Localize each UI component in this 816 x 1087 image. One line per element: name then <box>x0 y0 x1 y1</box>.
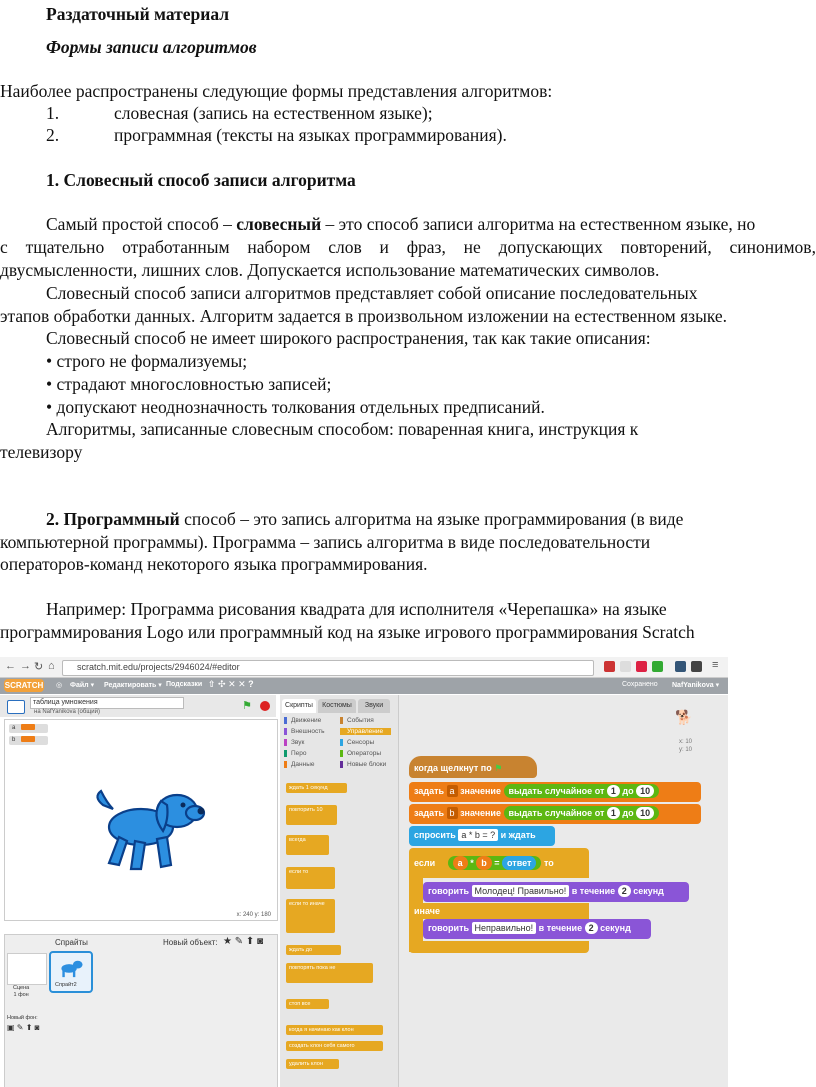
p1-word: тщательно <box>25 237 105 257</box>
number-input[interactable]: 2 <box>618 885 631 897</box>
p1-word: и <box>379 237 389 257</box>
equals-operator[interactable] <box>448 856 542 870</box>
bullet-item: • страдают многословностью записей; <box>46 374 332 394</box>
p1-word: фраз, <box>406 237 446 257</box>
random-reporter[interactable] <box>504 784 660 798</box>
tab-scripts[interactable]: Скрипты <box>282 699 316 713</box>
category-sensing[interactable]: Сенсоры <box>340 739 374 746</box>
variable-value <box>21 724 35 730</box>
paragraph5-line3: операторов-команд некоторого языка программирования. <box>0 554 428 574</box>
project-title-input[interactable]: таблица умножения <box>30 697 184 709</box>
sprite-thumbnail[interactable] <box>49 951 93 993</box>
p1-word: синонимов, <box>729 237 816 257</box>
list-item-1-text: словесная (запись на естественном языке); <box>114 103 433 123</box>
variable-reporter[interactable]: b <box>476 856 492 870</box>
category-pen[interactable]: Перо <box>284 750 307 757</box>
block-label: если <box>414 858 436 868</box>
doc-subtitle: Формы записи алгоритмов <box>46 37 257 57</box>
green-flag-icon: ⚑ <box>494 763 503 773</box>
palette-block[interactable]: если то <box>286 867 335 889</box>
palette-block[interactable]: стоп все <box>286 999 329 1009</box>
mouse-coordinates: x: 240 y: 180 <box>236 912 271 918</box>
block-label: говорить <box>428 886 470 896</box>
intro-text: Наиболее распространены следующие формы представления алгоритмов: <box>0 81 553 101</box>
bullet-text: строго не формализуемы; <box>56 351 248 371</box>
dog-thumbnail-icon <box>53 956 89 980</box>
block-label: говорить <box>428 923 470 933</box>
variable-monitor <box>9 736 48 745</box>
category-looks[interactable]: Внешность <box>284 728 325 735</box>
extension-icon[interactable] <box>675 661 686 672</box>
green-flag-icon[interactable]: ⚑ <box>242 700 252 712</box>
if-else-block[interactable] <box>409 848 589 878</box>
project-author: на NafYanikova (общий) <box>34 709 100 715</box>
menu-edit[interactable]: Редактировать ▾ <box>104 682 162 689</box>
variable-reporter[interactable]: a <box>453 856 468 870</box>
block-label: секунд <box>600 923 631 933</box>
p1-word: повторений, <box>620 237 712 257</box>
block-label: в течение <box>571 886 616 896</box>
palette-block[interactable]: удалить клон <box>286 1059 339 1069</box>
block-label: в течение <box>538 923 583 933</box>
variable-dropdown[interactable]: a <box>447 785 458 797</box>
new-sprite-icons[interactable]: ★ ✎ ⬆ ◙ <box>223 936 264 947</box>
palette-block[interactable]: повторить 10 <box>286 805 337 825</box>
stop-icon[interactable] <box>260 701 270 711</box>
bookmark-star-icon[interactable] <box>620 661 631 672</box>
home-icon[interactable]: ⌂ <box>48 660 55 672</box>
list-item-2-text: программная (тексты на языках программирования). <box>114 125 507 145</box>
category-events[interactable]: События <box>340 717 374 724</box>
p1-word: допускающих <box>498 237 603 257</box>
variable-value <box>21 736 35 742</box>
p1-word: набором <box>247 237 311 257</box>
browser-toolbar <box>0 657 728 678</box>
category-sound[interactable]: Звук <box>284 739 304 746</box>
new-backdrop-label: Новый фон: <box>7 1015 38 1021</box>
palette-block[interactable]: если то иначе <box>286 899 335 933</box>
saved-status: Сохранено <box>622 681 658 688</box>
scratch-screenshot <box>0 657 728 1087</box>
block-label: = <box>494 858 500 868</box>
section1-heading: 1. Словесный способ записи алгоритма <box>46 170 356 190</box>
tab-costumes[interactable]: Костюмы <box>318 699 356 713</box>
block-label: то <box>543 858 554 868</box>
category-control[interactable]: Управление <box>340 728 391 735</box>
block-label: задать <box>414 808 445 818</box>
tool-icons[interactable]: ⇧ ✣ ✕ ✕ ? <box>208 679 254 689</box>
menu-file[interactable]: Файл ▾ <box>70 682 95 689</box>
text-input[interactable]: a * b = ? <box>458 829 498 841</box>
bullet-text: допускают неоднозначность толкования отдельных предписаний. <box>56 397 545 417</box>
bullet-text: страдают многословностью записей; <box>56 374 332 394</box>
extension-icon[interactable] <box>636 661 647 672</box>
category-motion[interactable]: Движение <box>284 717 321 724</box>
number-input[interactable]: 2 <box>585 922 598 934</box>
p1-word: отработанным <box>122 237 230 257</box>
block-label: до <box>622 786 634 796</box>
stage-header <box>0 695 276 717</box>
block-label: задать <box>414 786 445 796</box>
paragraph5-line1 <box>46 508 683 530</box>
category-data[interactable]: Данные <box>284 761 314 768</box>
number-input[interactable]: 1 <box>607 785 620 797</box>
globe-icon[interactable]: ◎ <box>56 682 63 689</box>
variable-monitor <box>9 724 48 733</box>
url-text: scratch.mit.edu/projects/2946024/#editor <box>77 662 240 672</box>
stage-thumbnail[interactable] <box>7 953 47 985</box>
p1-word: слов <box>328 237 362 257</box>
number-input[interactable]: 10 <box>636 785 654 797</box>
extension-icon[interactable] <box>652 661 663 672</box>
answer-reporter[interactable]: ответ <box>502 856 536 870</box>
sprite-x: x: 10 <box>679 739 693 745</box>
p1-word: с <box>0 237 8 257</box>
hat-label: когда щелкнут по <box>414 763 492 773</box>
tab-sounds[interactable]: Звуки <box>358 699 390 713</box>
text-input[interactable]: Неправильно! <box>472 922 537 934</box>
paragraph3: Словесный способ не имеет широкого распространения, так как такие описания: <box>46 328 651 348</box>
sprite-y: y: 10 <box>679 747 693 753</box>
block-label: иначе <box>414 906 440 916</box>
block-label: значение <box>460 786 501 796</box>
p5-bold-term: 2. Программный <box>46 509 180 529</box>
paragraph4-line1: Алгоритмы, записанные словесным способом: поваренная книга, инструкция к <box>46 419 639 439</box>
palette-block[interactable]: повторять пока не <box>286 963 373 983</box>
user-menu[interactable]: NafYanikova ▾ <box>672 682 720 689</box>
palette-block[interactable]: создать клон себя самого <box>286 1041 383 1051</box>
bullet-item: • строго не формализуемы; <box>46 351 248 371</box>
say-wrong-block[interactable] <box>423 919 651 939</box>
paragraph1-line1 <box>46 213 755 235</box>
scripts-area[interactable] <box>399 695 728 1087</box>
block-label: и ждать <box>500 830 536 840</box>
p1-text-b: – это способ записи алгоритма на естественном языке, но <box>321 214 756 234</box>
list-item-2-num: 2. <box>46 125 60 145</box>
back-icon[interactable]: ← <box>5 660 16 672</box>
variable-name: a <box>12 725 16 731</box>
ask-block[interactable] <box>409 826 555 846</box>
set-b-block[interactable] <box>409 804 701 824</box>
stage[interactable] <box>4 719 278 921</box>
dog-sprite-icon[interactable] <box>91 775 207 875</box>
set-a-block[interactable] <box>409 782 701 802</box>
new-object-label: Новый объект: <box>163 938 218 947</box>
p1-bold-term: словесный <box>236 214 322 234</box>
variable-dropdown[interactable]: b <box>447 807 458 819</box>
palette-block[interactable]: всегда <box>286 835 329 855</box>
text-input[interactable]: Молодец! Правильно! <box>472 885 570 897</box>
block-label: секунд <box>633 886 664 896</box>
paragraph1-line2 <box>0 236 816 258</box>
p1-word: не <box>463 237 481 257</box>
if-else-bottom <box>409 941 589 953</box>
p5-text: способ – это запись алгоритма на языке программирования (в виде <box>179 509 684 529</box>
palette-block[interactable]: когда я начинаю как клон <box>286 1025 383 1035</box>
forward-icon[interactable]: → <box>20 660 31 672</box>
else-label-bar <box>409 903 589 919</box>
number-input[interactable]: 10 <box>636 807 654 819</box>
paragraph6-line2: программирования Logo или программный код на языке игрового программирования Scratch <box>0 622 695 642</box>
block-label: выдать случайное от <box>508 786 605 796</box>
block-label: * <box>470 858 474 868</box>
sprite-pane <box>4 934 278 1087</box>
palette-block[interactable]: ждать 1 секунд <box>286 783 347 793</box>
block-palette <box>280 695 399 1087</box>
menu-icon[interactable]: ≡ <box>712 659 719 671</box>
paragraph2-line2: этапов обработки данных. Алгоритм задается в произвольном изложении на естественном языке. <box>0 306 728 326</box>
paragraph1-line3: двусмысленности, лишних слов. Допускается использование математических символов. <box>0 260 660 280</box>
extension-icon[interactable] <box>604 661 615 672</box>
extension-icon[interactable] <box>691 661 702 672</box>
scratch-logo[interactable]: SCRATCH <box>4 681 44 690</box>
variable-name: b <box>12 737 16 743</box>
menu-tips[interactable]: Подсказки <box>166 681 203 688</box>
sprites-label: Спрайты <box>55 938 88 947</box>
new-backdrop-icons[interactable]: ▣ ✎ ⬆ ◙ <box>7 1023 40 1032</box>
reload-icon[interactable]: ↻ <box>34 661 44 673</box>
list-item-1-num: 1. <box>46 103 60 123</box>
fullscreen-icon[interactable] <box>7 700 25 714</box>
paragraph6-line1: Например: Программа рисования квадрата для исполнителя «Черепашка» на языке <box>46 599 667 619</box>
when-flag-clicked-block[interactable] <box>409 756 537 778</box>
category-operators[interactable]: Операторы <box>340 750 381 757</box>
paragraph5-line2: компьютерной программы). Программа – запись алгоритма в виде последовательности <box>0 532 651 552</box>
sprite-preview-icon: 🐕 <box>675 709 693 725</box>
number-input[interactable]: 1 <box>607 807 620 819</box>
random-reporter[interactable] <box>504 806 660 820</box>
bullet-item: • допускают неоднозначность толкования отдельных предписаний. <box>46 397 545 417</box>
stage-thumbnail-label: Сцена 1 фон <box>13 985 30 998</box>
sprite-name: Спрайт2 <box>55 982 77 988</box>
say-correct-block[interactable] <box>423 882 689 902</box>
category-more-blocks[interactable]: Новые блоки <box>340 761 386 768</box>
block-label: до <box>622 808 634 818</box>
block-label: выдать случайное от <box>508 808 605 818</box>
address-bar[interactable] <box>62 660 594 676</box>
paragraph2-line1: Словесный способ записи алгоритмов представляет собой описание последовательных <box>46 283 698 303</box>
p1-text-a: Самый простой способ – <box>46 214 237 234</box>
doc-title: Раздаточный материал <box>46 4 230 24</box>
block-label: значение <box>460 808 501 818</box>
block-label: спросить <box>414 830 456 840</box>
paragraph4-line2: телевизору <box>0 442 83 462</box>
palette-block[interactable]: ждать до <box>286 945 341 955</box>
scratch-menubar <box>0 678 728 694</box>
